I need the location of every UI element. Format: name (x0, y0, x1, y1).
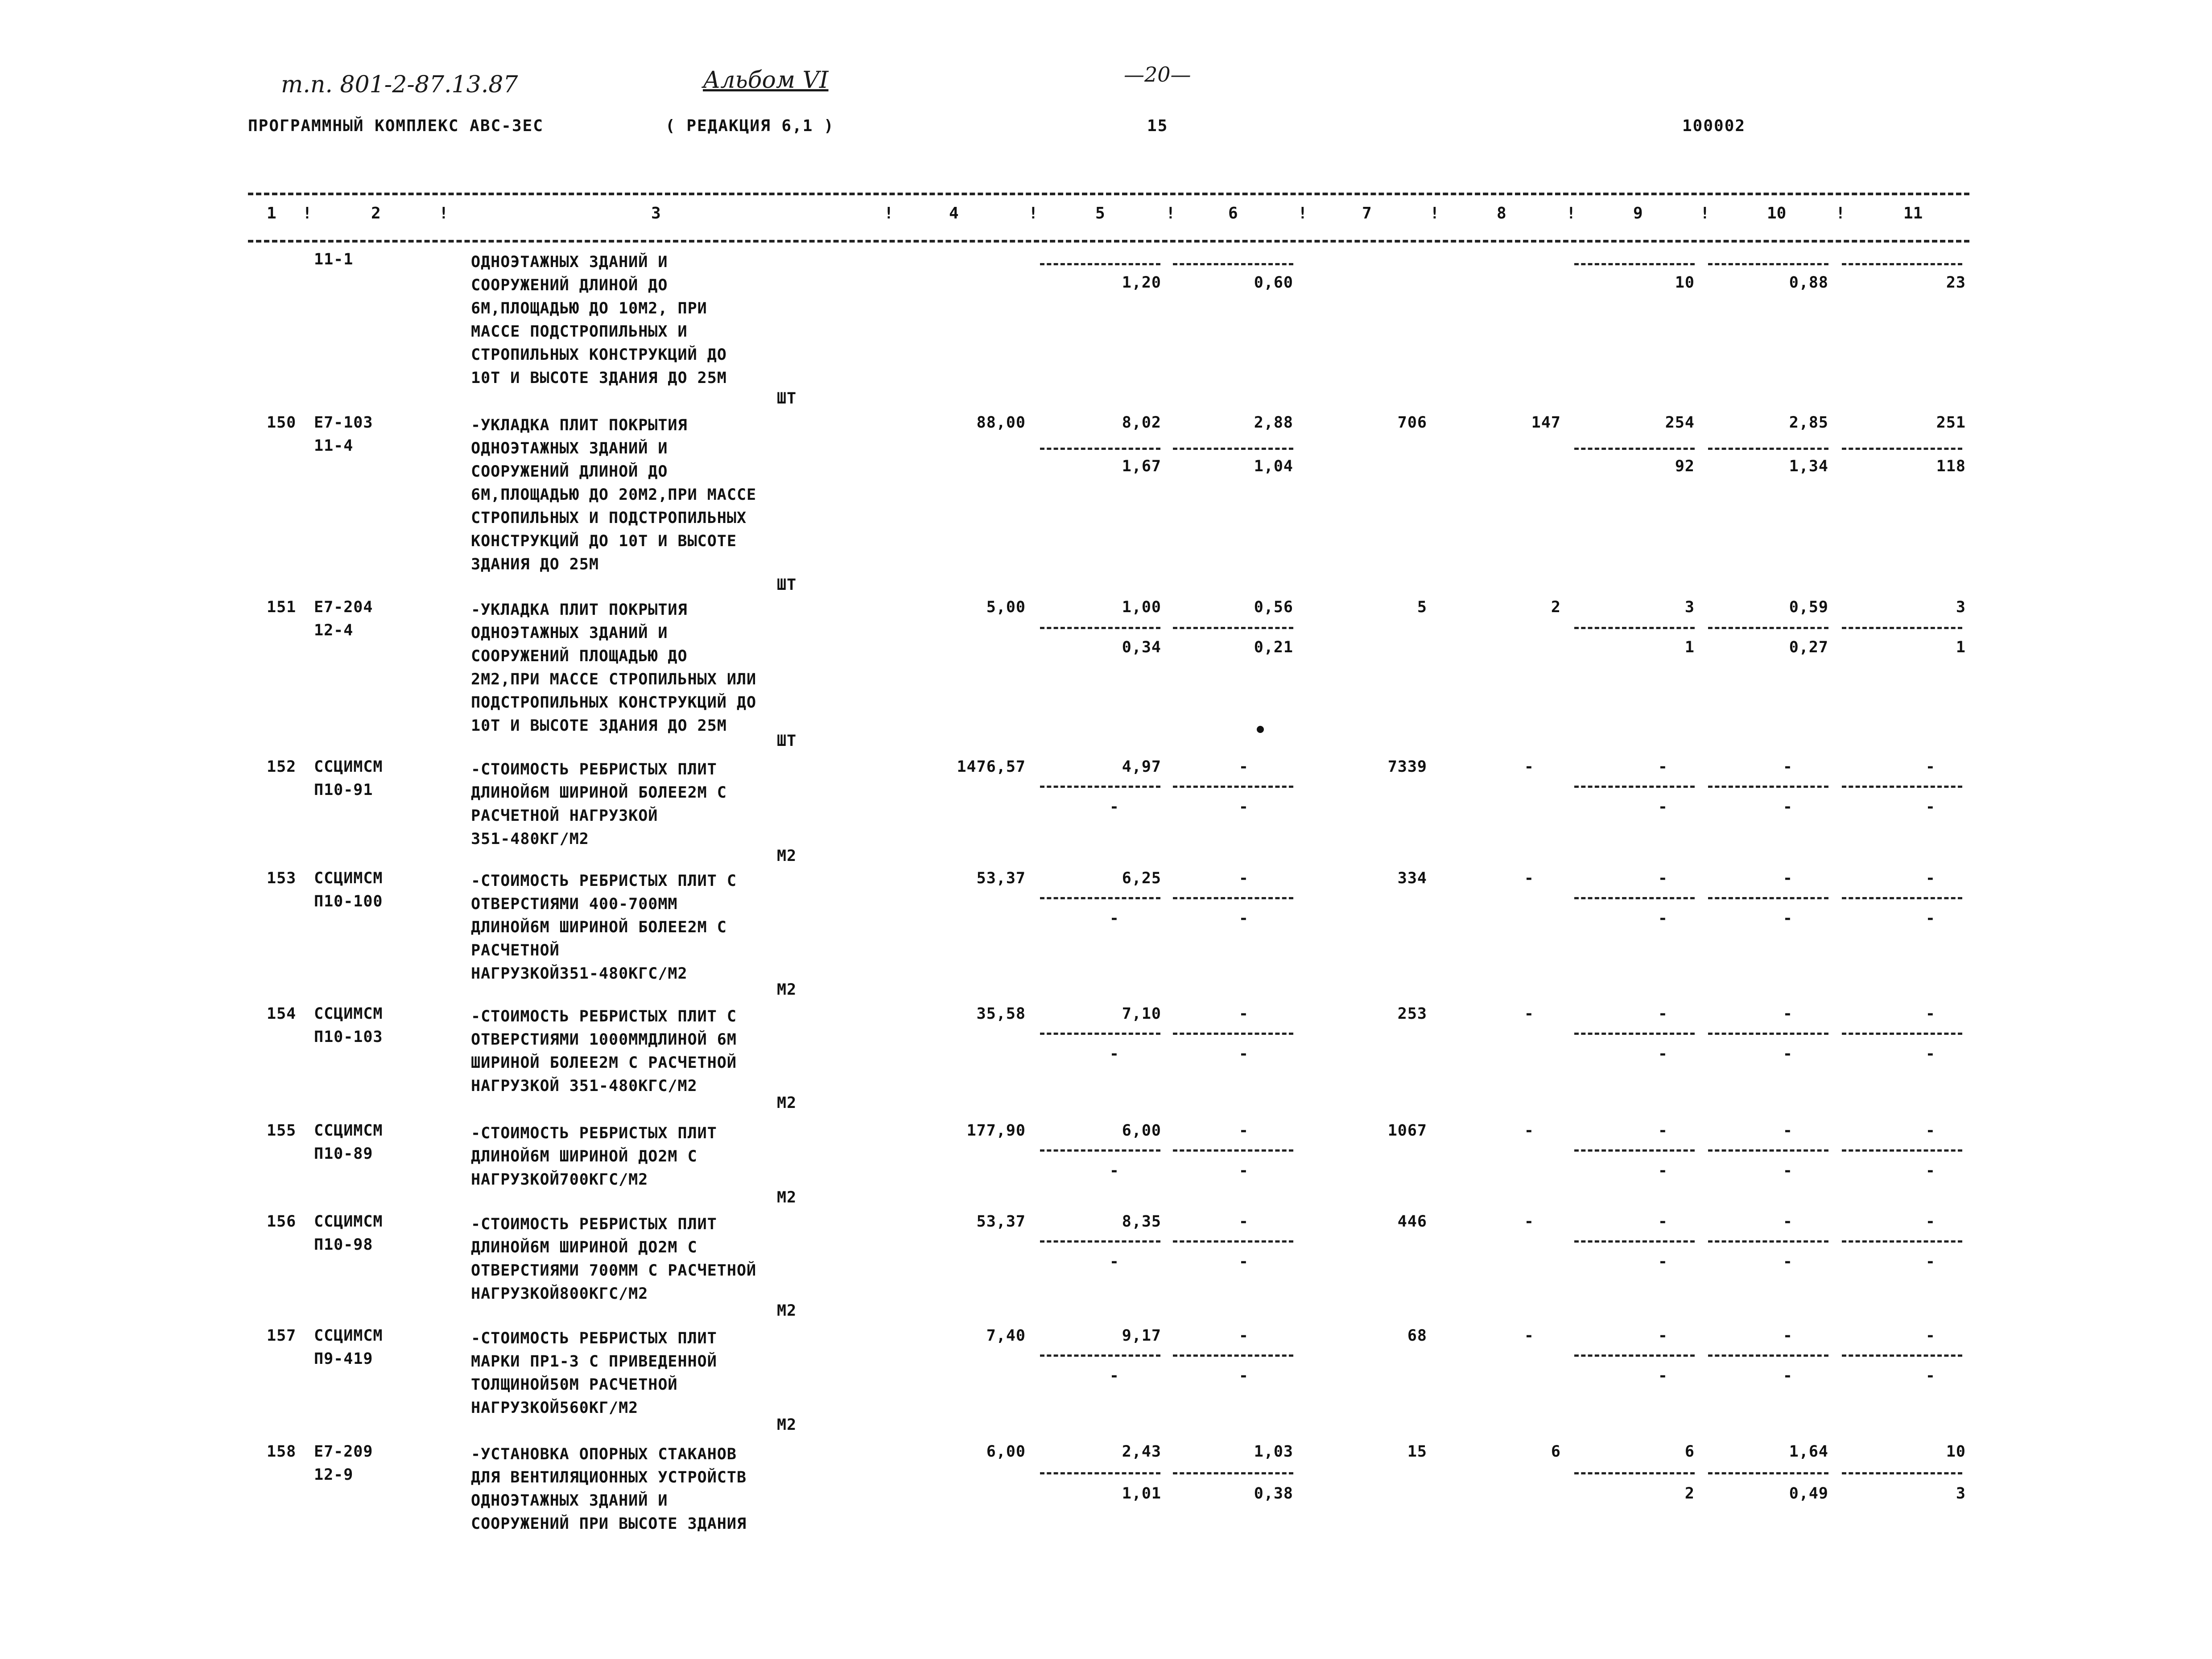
fraction-line (1040, 1033, 1160, 1035)
description-line: ШИРИНОЙ БОЛЕЕ2М С РАСЧЕТНОЙ (471, 1054, 737, 1072)
value-col9-lower: - (1658, 1162, 1668, 1180)
unit-of-measure: М2 (777, 981, 797, 999)
fraction-line (1574, 1149, 1695, 1152)
value-col11: - (1925, 1327, 1936, 1345)
value-col10: - (1783, 1122, 1793, 1140)
fraction-line (1040, 1149, 1160, 1152)
value-col5: 6,00 (1122, 1122, 1161, 1140)
value-col10-lower: - (1783, 1253, 1793, 1271)
value-col4: 35,58 (976, 1005, 1026, 1023)
value-col8: 2 (1551, 598, 1561, 616)
value-col8: 147 (1531, 414, 1561, 432)
value-col4: 6,00 (986, 1443, 1026, 1461)
value-col6: 2,88 (1254, 414, 1293, 432)
entry-number: 150 (267, 414, 297, 432)
value-col4: 1476,57 (957, 758, 1026, 776)
entry-number: 155 (267, 1122, 297, 1140)
value-col6-lower: - (1238, 798, 1249, 816)
value-col5: 1,00 (1122, 598, 1161, 616)
entry-code: Е7-209 (314, 1443, 373, 1461)
value-col5-lower: 0,34 (1122, 638, 1161, 656)
sheet-number: 15 (1147, 117, 1168, 135)
description-line: СТРОПИЛЬНЫХ КОНСТРУКЦИЙ ДО (471, 346, 727, 364)
value-col6-lower: - (1238, 1253, 1249, 1271)
fraction-line (1708, 1033, 1828, 1035)
fraction-line (1173, 1472, 1293, 1474)
description-line: 351-480КГ/М2 (471, 830, 589, 848)
description-line: ДЛИНОЙ6М ШИРИНОЙ ДО2М С (471, 1148, 697, 1165)
fraction-line (1173, 1149, 1293, 1152)
edition-label: ( РЕДАКЦИЯ 6,1 ) (665, 117, 834, 135)
column-separator: ! (1028, 204, 1038, 222)
description-line: -УКЛАДКА ПЛИТ ПОКРЫТИЯ (471, 416, 688, 434)
value-col9: - (1658, 1213, 1668, 1231)
fraction-line (1708, 1472, 1828, 1474)
value-col11: - (1925, 1122, 1936, 1140)
value-col4: 7,40 (986, 1327, 1026, 1345)
value-col11: 251 (1936, 414, 1966, 432)
table-header-rule (248, 240, 1969, 243)
value-col7: 7339 (1387, 758, 1427, 776)
column-number-8: 8 (1497, 204, 1506, 222)
fraction-line (1173, 448, 1293, 450)
column-number-7: 7 (1362, 204, 1372, 222)
fraction-line (1040, 897, 1160, 899)
entry-description (471, 758, 727, 851)
column-number-11: 11 (1903, 204, 1923, 222)
entry-number: 153 (267, 869, 297, 887)
description-line: НАГРУЗКОЙ800КГС/М2 (471, 1285, 648, 1303)
description-line: 6М,ПЛОЩАДЬЮ ДО 10М2, ПРИ (471, 300, 707, 317)
column-separator: ! (884, 204, 894, 222)
fraction-line (1574, 1240, 1695, 1243)
fraction-line (1708, 1149, 1828, 1152)
value-col6-lower: - (1238, 1162, 1249, 1180)
unit-of-measure: М2 (777, 1189, 797, 1206)
column-separator: ! (1298, 204, 1308, 222)
value-col6-lower: - (1238, 910, 1249, 927)
unit-of-measure: М2 (777, 1416, 797, 1434)
fraction-line (1842, 448, 1962, 450)
fraction-line (1708, 1240, 1828, 1243)
description-line: НАГРУЗКОЙ560КГ/М2 (471, 1399, 639, 1417)
value-col11: 10 (1946, 1443, 1966, 1461)
value-col9: - (1658, 869, 1668, 887)
value-col10-lower: 0,27 (1789, 638, 1828, 656)
value-col10-lower: - (1783, 1162, 1793, 1180)
value-col9: 3 (1684, 598, 1695, 616)
column-number-10: 10 (1767, 204, 1787, 222)
fraction-line (1574, 897, 1695, 899)
entry-code: ССЦИМСМ (314, 1327, 383, 1345)
description-line: ДЛИНОЙ6М ШИРИНОЙ ДО2М С (471, 1239, 697, 1256)
entry-code: ССЦИМСМ (314, 1005, 383, 1023)
entry-code: ССЦИМСМ (314, 869, 383, 887)
column-separator: ! (1700, 204, 1710, 222)
fraction-line (1574, 263, 1695, 265)
entry-description (471, 1443, 747, 1536)
value-col11-lower: - (1925, 910, 1936, 927)
value-col10: - (1783, 1005, 1793, 1023)
fraction-line (1173, 897, 1293, 899)
value-col10: 2,85 (1789, 414, 1828, 432)
value-col10: - (1783, 869, 1793, 887)
fraction-line (1708, 897, 1828, 899)
unit-of-measure: М2 (777, 1094, 797, 1112)
column-separator: ! (1430, 204, 1440, 222)
description-line: ОДНОЭТАЖНЫХ ЗДАНИЙ И (471, 253, 668, 271)
value-col10-lower: - (1783, 798, 1793, 816)
value-col6: 0,56 (1254, 598, 1293, 616)
column-number-5: 5 (1095, 204, 1105, 222)
fraction-line (1574, 448, 1695, 450)
value-col9-lower: - (1658, 798, 1668, 816)
value-col9: - (1658, 758, 1668, 776)
value-col8: - (1524, 1213, 1534, 1231)
value-col9: 6 (1684, 1443, 1695, 1461)
value-col9: - (1658, 1327, 1668, 1345)
entry-subcode: П10-98 (314, 1236, 373, 1254)
value-col5-lower: 1,20 (1122, 274, 1161, 292)
value-col10: - (1783, 1327, 1793, 1345)
value-col6-lower: 0,60 (1254, 274, 1293, 292)
fraction-line (1708, 263, 1828, 265)
value-col6: - (1238, 1005, 1249, 1023)
description-line: СТРОПИЛЬНЫХ И ПОДСТРОПИЛЬНЫХ (471, 509, 747, 527)
value-col9-lower: - (1658, 910, 1668, 927)
unit-of-measure: ШТ (777, 732, 797, 750)
value-col9-lower: - (1658, 1253, 1668, 1271)
column-number-3: 3 (651, 204, 661, 222)
fraction-line (1040, 627, 1160, 629)
entry-number: 156 (267, 1213, 297, 1231)
description-line: -СТОИМОСТЬ РЕБРИСТЫХ ПЛИТ С (471, 872, 737, 890)
value-col5: 8,02 (1122, 414, 1161, 432)
value-col9-lower: 1 (1684, 638, 1695, 656)
description-line: 6М,ПЛОЩАДЬЮ ДО 20М2,ПРИ МАССЕ (471, 486, 757, 504)
entry-description (471, 869, 737, 985)
value-col5: 4,97 (1122, 758, 1161, 776)
value-col9: - (1658, 1005, 1668, 1023)
column-separator: ! (439, 204, 449, 222)
description-line: -СТОИМОСТЬ РЕБРИСТЫХ ПЛИТ (471, 1215, 717, 1233)
value-col11-lower: - (1925, 1045, 1936, 1063)
value-col11: 3 (1956, 598, 1966, 616)
value-col5-lower: 1,01 (1122, 1485, 1161, 1503)
description-line: РАСЧЕТНОЙ НАГРУЗКОЙ (471, 807, 658, 825)
entry-number: 151 (267, 598, 297, 616)
entry-subcode: П10-89 (314, 1145, 373, 1163)
column-number-2: 2 (371, 204, 381, 222)
description-line: НАГРУЗКОЙ700КГС/М2 (471, 1171, 648, 1189)
value-col5-lower: - (1109, 910, 1119, 927)
value-col11-lower: 23 (1946, 274, 1966, 292)
value-col10: 1,64 (1789, 1443, 1828, 1461)
value-col6: - (1238, 1213, 1249, 1231)
stray-dot-mark (1257, 726, 1264, 733)
unit-of-measure: М2 (777, 1302, 797, 1320)
value-col11-lower: 118 (1936, 457, 1966, 475)
description-line: -УСТАНОВКА ОПОРНЫХ СТАКАНОВ (471, 1445, 737, 1463)
column-number-6: 6 (1228, 204, 1238, 222)
fraction-line (1842, 627, 1962, 629)
description-line: ОДНОЭТАЖНЫХ ЗДАНИЙ И (471, 440, 668, 457)
value-col11-lower: - (1925, 798, 1936, 816)
value-col10-lower: - (1783, 1367, 1793, 1385)
description-line: ДЛИНОЙ6М ШИРИНОЙ БОЛЕЕ2М С (471, 918, 727, 936)
value-col4: 5,00 (986, 598, 1026, 616)
description-line: МАССЕ ПОДСТРОПИЛЬНЫХ И (471, 323, 688, 341)
fraction-line (1040, 1472, 1160, 1474)
value-col10: 0,59 (1789, 598, 1828, 616)
value-col11-lower: - (1925, 1367, 1936, 1385)
entry-subcode: П10-100 (314, 893, 383, 910)
value-col9-lower: 10 (1675, 274, 1695, 292)
value-col4: 177,90 (966, 1122, 1026, 1140)
value-col5-lower: - (1109, 1162, 1119, 1180)
column-separator: ! (1836, 204, 1845, 222)
entry-code: ССЦИМСМ (314, 758, 383, 776)
description-line: 10Т И ВЫСОТЕ ЗДАНИЯ ДО 25М (471, 717, 727, 735)
value-col7: 446 (1397, 1213, 1427, 1231)
value-col6: - (1238, 869, 1249, 887)
fraction-line (1173, 1240, 1293, 1243)
value-col5: 8,35 (1122, 1213, 1161, 1231)
value-col6-lower: 0,38 (1254, 1485, 1293, 1503)
description-line: НАГРУЗКОЙ 351-480КГС/М2 (471, 1077, 697, 1095)
description-line: 2М2,ПРИ МАССЕ СТРОПИЛЬНЫХ ИЛИ (471, 671, 757, 688)
value-col6-lower: 1,04 (1254, 457, 1293, 475)
value-col9: 254 (1665, 414, 1695, 432)
fraction-line (1173, 1033, 1293, 1035)
description-line: ТОЛЩИНОЙ50М РАСЧЕТНОЙ (471, 1376, 678, 1394)
description-line: СООРУЖЕНИЙ ПРИ ВЫСОТЕ ЗДАНИЯ (471, 1515, 747, 1533)
unit-of-measure: ШТ (777, 576, 797, 594)
fraction-line (1842, 1033, 1962, 1035)
fraction-line (1708, 786, 1828, 788)
fraction-line (1574, 1472, 1695, 1474)
column-number-1: 1 (267, 204, 276, 222)
value-col5-lower: 1,67 (1122, 457, 1161, 475)
description-line: МАРКИ ПР1-3 С ПРИВЕДЕННОЙ (471, 1353, 717, 1371)
value-col4: 53,37 (976, 1213, 1026, 1231)
description-line: ДЛЯ ВЕНТИЛЯЦИОННЫХ УСТРОЙСТВ (471, 1469, 747, 1486)
value-col11-lower: - (1925, 1162, 1936, 1180)
description-line: ЗДАНИЯ ДО 25М (471, 556, 599, 573)
fraction-line (1040, 263, 1160, 265)
entry-code: ССЦИМСМ (314, 1213, 383, 1231)
value-col8: 6 (1551, 1443, 1561, 1461)
value-col5-lower: - (1109, 1045, 1119, 1063)
fraction-line (1574, 627, 1695, 629)
entry-code: ССЦИМСМ (314, 1122, 383, 1140)
value-col8: - (1524, 1327, 1534, 1345)
value-col7: 15 (1407, 1443, 1427, 1461)
description-line: ДЛИНОЙ6М ШИРИНОЙ БОЛЕЕ2М С (471, 784, 727, 802)
value-col6: - (1238, 758, 1249, 776)
description-line: ОТВЕРСТИЯМИ 700ММ С РАСЧЕТНОЙ (471, 1262, 757, 1280)
value-col6: - (1238, 1122, 1249, 1140)
entry-number: 157 (267, 1327, 297, 1345)
description-line: ОДНОЭТАЖНЫХ ЗДАНИЙ И (471, 1492, 668, 1510)
value-col10-lower: 0,49 (1789, 1485, 1828, 1503)
fraction-line (1842, 897, 1962, 899)
entry-code: 11-1 (314, 251, 354, 268)
value-col5: 6,25 (1122, 869, 1161, 887)
entry-subcode: П10-91 (314, 781, 373, 799)
value-col10-lower: - (1783, 1045, 1793, 1063)
fraction-line (1708, 448, 1828, 450)
value-col10: - (1783, 758, 1793, 776)
value-col9-lower: - (1658, 1045, 1668, 1063)
value-col11-lower: 1 (1956, 638, 1966, 656)
description-line: ПОДСТРОПИЛЬНЫХ КОНСТРУКЦИЙ ДО (471, 694, 757, 712)
description-line: -СТОИМОСТЬ РЕБРИСТЫХ ПЛИТ (471, 1124, 717, 1142)
entry-description (471, 414, 756, 576)
value-col11: - (1925, 758, 1936, 776)
fraction-line (1040, 448, 1160, 450)
fraction-line (1842, 786, 1962, 788)
entry-code: Е7-103 (314, 414, 373, 432)
value-col5: 9,17 (1122, 1327, 1161, 1345)
column-number-9: 9 (1633, 204, 1643, 222)
value-col7: 68 (1407, 1327, 1427, 1345)
entry-description (471, 1005, 737, 1098)
value-col5-lower: - (1109, 1253, 1119, 1271)
value-col8: - (1524, 758, 1534, 776)
column-number-4: 4 (949, 204, 959, 222)
entry-number: 154 (267, 1005, 297, 1023)
page-number: —20— (1124, 62, 1191, 86)
description-line: -УКЛАДКА ПЛИТ ПОКРЫТИЯ (471, 601, 688, 619)
entry-subcode: 11-4 (314, 437, 354, 455)
fraction-line (1842, 1240, 1962, 1243)
description-line: -СТОИМОСТЬ РЕБРИСТЫХ ПЛИТ (471, 761, 717, 778)
value-col4: 53,37 (976, 869, 1026, 887)
fraction-line (1173, 786, 1293, 788)
fraction-line (1842, 1149, 1962, 1152)
entry-description (471, 1122, 717, 1191)
handwritten-project-code: т.п. 801-2-87.13.87 (281, 71, 518, 98)
value-col9-lower: 2 (1684, 1485, 1695, 1503)
unit-of-measure: ШТ (777, 390, 797, 408)
unit-of-measure: М2 (777, 847, 797, 865)
column-separator: ! (1566, 204, 1576, 222)
description-line: 10Т И ВЫСОТЕ ЗДАНИЯ ДО 25М (471, 369, 727, 387)
value-col5: 7,10 (1122, 1005, 1161, 1023)
entry-description (471, 598, 756, 737)
description-line: КОНСТРУКЦИЙ ДО 10Т И ВЫСОТЕ (471, 532, 737, 550)
description-line: -СТОИМОСТЬ РЕБРИСТЫХ ПЛИТ (471, 1330, 717, 1347)
value-col11: - (1925, 869, 1936, 887)
value-col6-lower: 0,21 (1254, 638, 1293, 656)
column-separator: ! (302, 204, 312, 222)
fraction-line (1842, 263, 1962, 265)
value-col10-lower: 1,34 (1789, 457, 1828, 475)
entry-subcode: 12-9 (314, 1466, 354, 1484)
value-col4: 88,00 (976, 414, 1026, 432)
value-col8: - (1524, 1122, 1534, 1140)
fraction-line (1040, 1240, 1160, 1243)
entry-subcode: П9-419 (314, 1350, 373, 1368)
value-col11: - (1925, 1005, 1936, 1023)
value-col10-lower: - (1783, 910, 1793, 927)
fraction-line (1708, 1354, 1828, 1357)
table-top-rule (248, 193, 1969, 195)
description-line: НАГРУЗКОЙ351-480КГС/М2 (471, 965, 688, 983)
value-col6: 1,03 (1254, 1443, 1293, 1461)
entry-number: 152 (267, 758, 297, 776)
fraction-line (1842, 1354, 1962, 1357)
description-line: РАСЧЕТНОЙ (471, 942, 560, 959)
description-line: ОДНОЭТАЖНЫХ ЗДАНИЙ И (471, 624, 668, 642)
entry-description (471, 1327, 717, 1420)
description-line: СООРУЖЕНИЙ ПЛОЩАДЬЮ ДО (471, 647, 688, 665)
description-line: -СТОИМОСТЬ РЕБРИСТЫХ ПЛИТ С (471, 1008, 737, 1025)
fraction-line (1173, 627, 1293, 629)
value-col8: - (1524, 869, 1534, 887)
program-title: ПРОГРАММНЫЙ КОМПЛЕКС АВС-ЗЕС (248, 117, 544, 135)
value-col6-lower: - (1238, 1367, 1249, 1385)
value-col6: - (1238, 1327, 1249, 1345)
entry-description (471, 251, 727, 390)
handwritten-album-label: Альбом VI (703, 67, 829, 94)
value-col9: - (1658, 1122, 1668, 1140)
description-line: СООРУЖЕНИЙ ДЛИНОЙ ДО (471, 463, 668, 481)
entry-code: Е7-204 (314, 598, 373, 616)
fraction-line (1574, 1354, 1695, 1357)
fraction-line (1574, 1033, 1695, 1035)
fraction-line (1574, 786, 1695, 788)
fraction-line (1040, 1354, 1160, 1357)
column-separator: ! (1166, 204, 1176, 222)
value-col5: 2,43 (1122, 1443, 1161, 1461)
value-col10: - (1783, 1213, 1793, 1231)
entry-description (471, 1213, 756, 1305)
value-col7: 1067 (1387, 1122, 1427, 1140)
value-col10-lower: 0,88 (1789, 274, 1828, 292)
description-line: ОТВЕРСТИЯМИ 1000ММДЛИНОЙ 6М (471, 1031, 737, 1049)
value-col5-lower: - (1109, 1367, 1119, 1385)
entry-subcode: П10-103 (314, 1028, 383, 1046)
value-col7: 5 (1417, 598, 1427, 616)
value-col6-lower: - (1238, 1045, 1249, 1063)
entry-subcode: 12-4 (314, 622, 354, 639)
fraction-line (1173, 263, 1293, 265)
fraction-line (1040, 786, 1160, 788)
value-col8: - (1524, 1005, 1534, 1023)
value-col9-lower: 92 (1675, 457, 1695, 475)
value-col7: 706 (1397, 414, 1427, 432)
value-col11-lower: - (1925, 1253, 1936, 1271)
document-id: 100002 (1682, 117, 1746, 135)
value-col11-lower: 3 (1956, 1485, 1966, 1503)
value-col7: 253 (1397, 1005, 1427, 1023)
description-line: СООРУЖЕНИЙ ДЛИНОЙ ДО (471, 276, 668, 294)
fraction-line (1708, 627, 1828, 629)
value-col9-lower: - (1658, 1367, 1668, 1385)
description-line: ОТВЕРСТИЯМИ 400-700ММ (471, 895, 678, 913)
fraction-line (1842, 1472, 1962, 1474)
value-col5-lower: - (1109, 798, 1119, 816)
value-col11: - (1925, 1213, 1936, 1231)
entry-number: 158 (267, 1443, 297, 1461)
value-col7: 334 (1397, 869, 1427, 887)
fraction-line (1173, 1354, 1293, 1357)
